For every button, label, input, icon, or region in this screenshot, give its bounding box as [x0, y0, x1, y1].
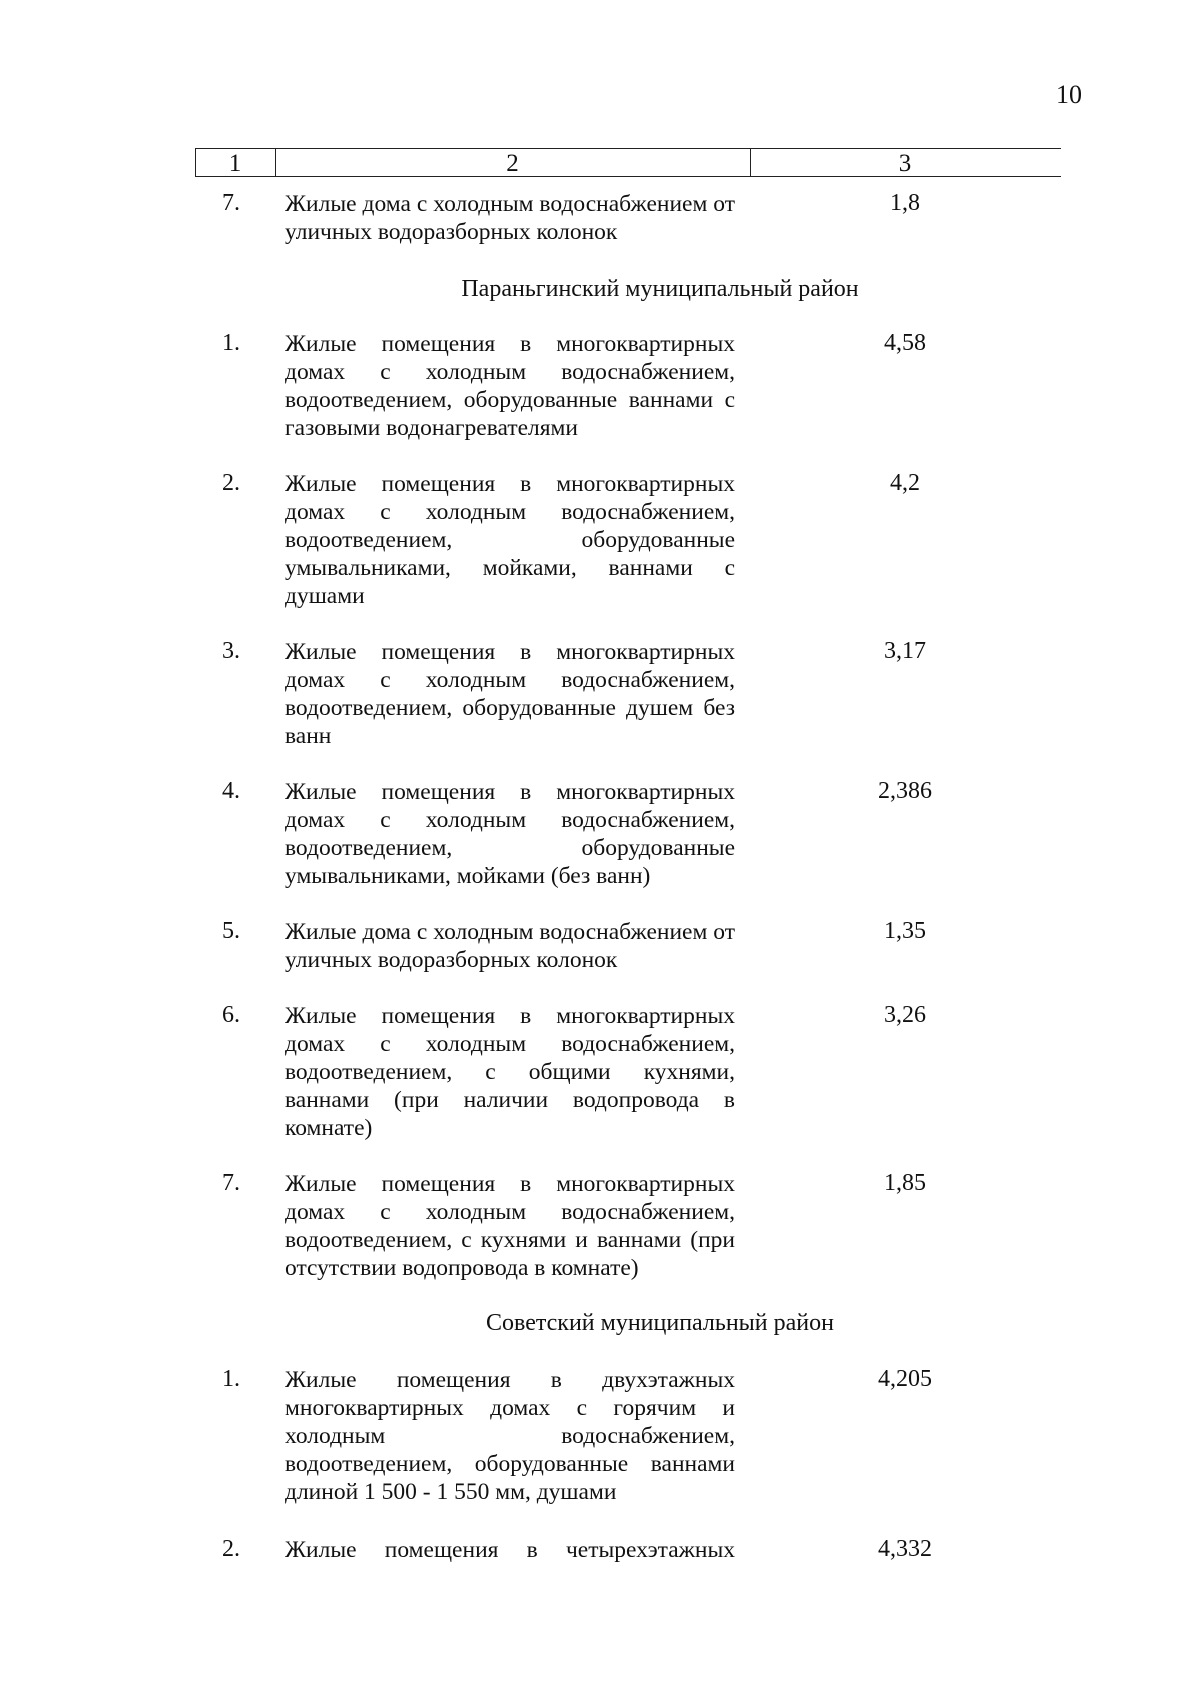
row-value: 4,58 [884, 330, 926, 356]
row-value: 4,332 [878, 1536, 932, 1562]
row-description: Жилые помещения в многоквартирных домах с холодным водоснабжением, водоотведением, с общими кухнями, ваннами (при наличии водопровода в комнате) [285, 1003, 735, 1141]
section-title: Советский муниципальный район [486, 1310, 834, 1336]
row-description: Жилые помещения в двухэтажных многоквартирных домах с горячим и холодным водоснабжением, водоотведением, оборудованные ваннами длиной 1 500 - 1 550 мм, душами [285, 1367, 735, 1505]
row-value: 1,8 [890, 190, 920, 216]
row-number: 6. [222, 1002, 240, 1028]
header-col-2: 2 [506, 150, 519, 177]
row-number: 2. [222, 1536, 240, 1562]
section-title: Параньгинский муниципальный район [461, 276, 859, 302]
table-header [195, 148, 1061, 178]
page-number: 10 [1056, 80, 1082, 109]
row-value: 1,85 [884, 1170, 926, 1196]
row-number: 4. [222, 778, 240, 804]
row-description: Жилые помещения в многоквартирных домах с холодным водоснабжением, водоотведением, с кухнями и ваннами (при отсутствии водопровода в комнате) [285, 1171, 735, 1281]
row-number: 3. [222, 638, 240, 664]
row-value: 3,26 [884, 1002, 926, 1028]
row-value: 4,2 [890, 470, 920, 496]
row-number: 2. [222, 470, 240, 496]
row-number: 1. [222, 330, 240, 356]
row-number: 7. [222, 190, 240, 216]
header-col-1: 1 [228, 150, 242, 177]
row-number: 1. [222, 1366, 240, 1392]
row-value: 4,205 [878, 1366, 932, 1392]
row-value: 3,17 [884, 638, 926, 664]
row-description: Жилые дома с холодным водоснабжением от уличных водоразборных колонок [285, 191, 735, 245]
row-description: Жилые помещения в многоквартирных домах с холодным водоснабжением, водоотведением, оборудованные ваннами с газовыми водонагревателями [285, 331, 735, 441]
row-number: 7. [222, 1170, 240, 1196]
header-top-rule [195, 148, 1061, 149]
row-description: Жилые помещения в многоквартирных домах с холодным водоснабжением, водоотведением, оборудованные умывальниками, мойками (без ванн) [285, 779, 735, 889]
header-col-3: 3 [898, 150, 912, 177]
row-value: 1,35 [884, 918, 926, 944]
row-value: 2,386 [878, 778, 932, 804]
row-description: Жилые помещения в многоквартирных домах с холодным водоснабжением, водоотведением, оборудованные душем без ванн [285, 639, 735, 749]
row-description: Жилые помещения в многоквартирных домах с холодным водоснабжением, водоотведением, оборудованные умывальниками, мойками, ваннами с душами [285, 471, 735, 609]
row-description: Жилые помещения в четырехэтажных [285, 1537, 735, 1563]
row-description: Жилые дома с холодным водоснабжением от уличных водоразборных колонок [285, 919, 735, 973]
row-number: 5. [222, 918, 240, 944]
